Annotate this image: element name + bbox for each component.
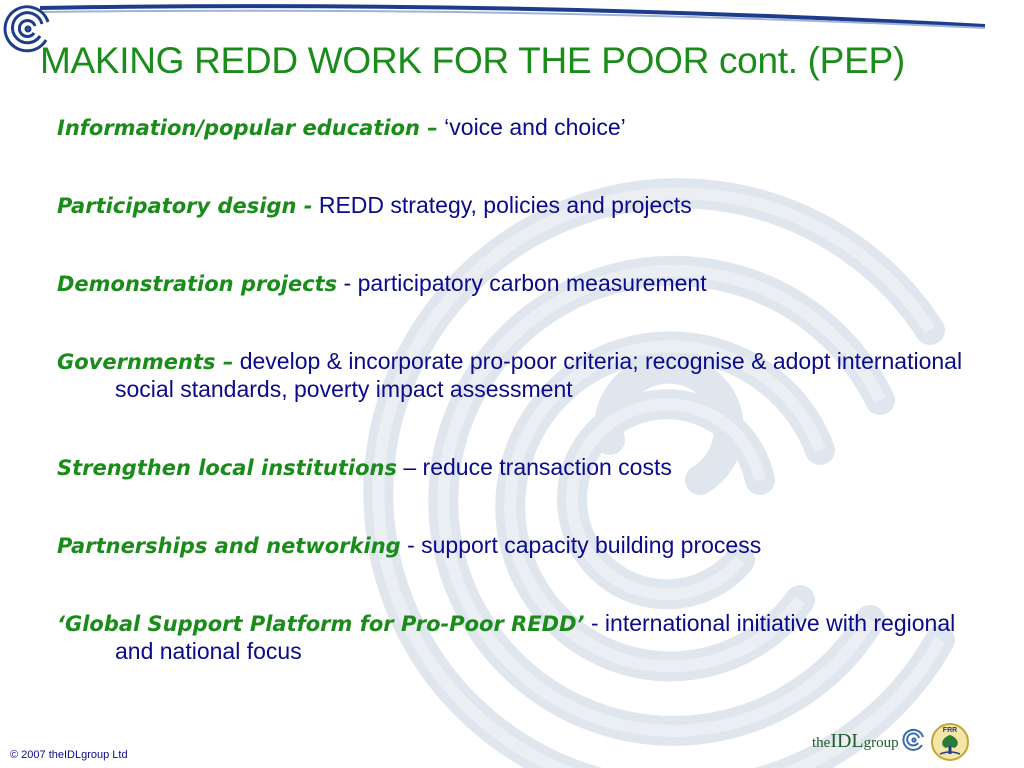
bullet-lead: ‘Global Support Platform for Pro-Poor REDD’ [57,612,585,636]
idl-prefix: the [812,735,831,751]
bullet-item [57,610,977,665]
bullet-item [57,114,626,142]
frr-tree-icon [930,722,970,762]
bullet-item [57,348,977,403]
bullet-item [57,270,707,298]
bullet-text: - international initiative with regional and national focus [115,610,956,664]
bullet-lead: Information/popular education – [57,116,438,140]
bullet-text: – reduce transaction costs [396,454,672,480]
idl-mid: IDL [830,730,864,752]
bullet-lead: Partnerships and networking [57,534,401,558]
bullet-text: - participatory carbon measurement [337,270,707,296]
idl-suffix: group [863,735,899,751]
bullet-text: ‘voice and choice’ [437,114,626,140]
bullet-item [57,532,761,560]
idl-logo-text [812,730,899,753]
bullet-lead: Demonstration projects [57,272,338,296]
bullet-text: - support capacity building process [400,532,762,558]
idl-group-logo [812,724,932,758]
bullet-lead: Strengthen local institutions [57,456,397,480]
copyright-footer: © 2007 theIDLgroup Ltd [10,749,128,761]
slide-title: MAKING REDD WORK FOR THE POOR cont. (PEP) [40,40,905,81]
bullet-item [57,454,672,482]
bullet-text: develop & incorporate pro-poor criteria; recognise & adopt international social standards, poverty impact assessment [115,348,963,402]
bullet-lead: Governments – [57,350,234,374]
bullet-lead: Participatory design - [57,194,313,218]
bullet-item [57,192,692,220]
bullet-text: REDD strategy, policies and projects [312,192,692,218]
idl-swirl-icon [902,728,926,752]
frr-logo-text: FRR [942,727,958,734]
